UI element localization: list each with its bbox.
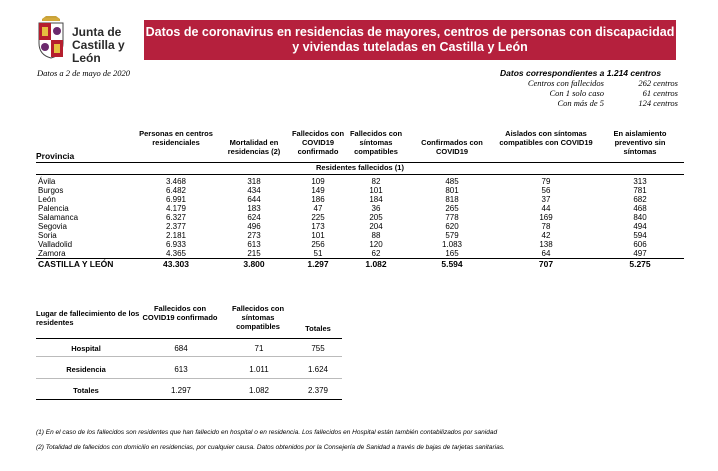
table-cell: 120 (369, 240, 383, 249)
table-cell: 204 (369, 222, 383, 231)
table-row (36, 186, 684, 195)
province-name: Zamora (38, 249, 66, 258)
junta-logo (34, 13, 134, 63)
summary-box (500, 68, 690, 108)
page-title: Datos de coronavirus en residencias de mayores, centros de personas con discapacidad y viviendas tuteladas en Castilla y León (145, 25, 675, 54)
table-cell: 43.303 (163, 259, 189, 269)
table-cell: 1.082 (365, 259, 387, 269)
table-cell: 497 (633, 249, 647, 258)
province-name: Soria (38, 231, 57, 240)
table-row (36, 231, 684, 240)
table-cell: 71 (254, 344, 264, 353)
table-cell: 6.991 (165, 195, 187, 204)
table-cell: 496 (247, 222, 261, 231)
table-cell: 781 (633, 186, 647, 195)
title-banner (144, 20, 676, 60)
table-row (36, 195, 684, 204)
column-header: Totales (305, 324, 331, 333)
province-name: Valladolid (38, 240, 73, 249)
summary-label: Centros con fallecidos (527, 78, 604, 88)
table-cell: 6.933 (165, 240, 187, 249)
column-header: Fallecidos con síntomas compatibles (349, 129, 403, 156)
table-cell: 620 (445, 222, 459, 231)
table-cell: 109 (311, 177, 325, 186)
column-header: Personas en centros residenciales (139, 129, 213, 147)
table-cell: 1.083 (441, 240, 463, 249)
table-cell: 468 (633, 204, 647, 213)
summary-label: Con más de 5 (557, 98, 604, 108)
column-header: Mortalidad en residencias (2) (227, 138, 281, 156)
table-cell: 62 (371, 249, 381, 258)
table-cell: 273 (247, 231, 261, 240)
table-row (36, 222, 684, 231)
table-row (36, 177, 684, 186)
table-cell: 79 (541, 177, 551, 186)
divider (36, 338, 342, 339)
table-cell: 1.297 (170, 386, 192, 395)
table-cell: 594 (633, 231, 647, 240)
table-cell: 56 (541, 186, 551, 195)
column-header: Fallecidos con síntomas compatibles (231, 304, 285, 331)
column-header: Confirmados con COVID19 (421, 138, 483, 156)
table-cell: 88 (371, 231, 381, 240)
column-header: Fallecidos con COVID19 confirmado (291, 129, 345, 156)
table-cell: 64 (541, 249, 551, 258)
divider (36, 356, 342, 357)
table-cell: 485 (445, 177, 459, 186)
table-cell: 434 (247, 186, 261, 195)
table-cell: 82 (371, 177, 381, 186)
table-cell: 613 (247, 240, 261, 249)
table-cell: 707 (538, 259, 554, 269)
table-cell: 613 (174, 365, 188, 374)
table-cell: 2.379 (307, 386, 329, 395)
table-cell: 1.082 (248, 386, 270, 395)
divider (36, 399, 342, 400)
place-header: Lugar de fallecimiento de los residentes (36, 309, 140, 327)
table-row (36, 204, 684, 213)
summary-value: 124 centros (638, 98, 678, 108)
summary-value: 61 centros (642, 88, 678, 98)
table-cell: 840 (633, 213, 647, 222)
table-cell: 183 (247, 204, 261, 213)
table-cell: 6.327 (165, 213, 187, 222)
footnote-2: (2) Totalidad de fallecidos con domicilio en residencias, por cualquier causa. Datos obtenidos por la Consejería de Sanidad a través de bajas de tarjetas sanitarias. (36, 444, 505, 451)
table-cell: 1.624 (307, 365, 329, 374)
table-row (36, 249, 684, 258)
summary-row (500, 78, 690, 88)
table-cell: 4.365 (165, 249, 187, 258)
table-cell: 138 (539, 240, 553, 249)
table-cell: 4.179 (165, 204, 187, 213)
column-header: En aislamiento preventivo sin síntomas (613, 129, 667, 156)
table-cell: 173 (311, 222, 325, 231)
logo-line2: Castilla y León (72, 38, 125, 65)
table-cell: 47 (313, 204, 323, 213)
table-cell: 606 (633, 240, 647, 249)
table-cell: 682 (633, 195, 647, 204)
table-cell: 6.482 (165, 186, 187, 195)
table-cell: 51 (313, 249, 323, 258)
table-cell: 215 (247, 249, 261, 258)
table-cell: 624 (247, 213, 261, 222)
table-cell: 818 (445, 195, 459, 204)
row-label: Totales (73, 386, 99, 395)
footnote-1: (1) En el caso de los fallecidos son residentes que han fallecido en hospital o en residencia. Los fallecidos en Hospital están también contabilizados por sanidad (36, 429, 498, 436)
table-cell: 313 (633, 177, 647, 186)
row-label: Hospital (71, 344, 101, 353)
summary-heading: Datos correspondientes a 1.214 centros (500, 68, 662, 78)
table-cell: 579 (445, 231, 459, 240)
table-cell: 755 (311, 344, 325, 353)
table-cell: 101 (311, 231, 325, 240)
table-cell: 149 (311, 186, 325, 195)
row-label: Residencia (66, 365, 106, 374)
table-cell: 205 (369, 213, 383, 222)
province-name: Segovia (38, 222, 67, 231)
table-cell: 37 (541, 195, 551, 204)
province-name: León (38, 195, 56, 204)
summary-value: 262 centros (638, 78, 678, 88)
table-cell: 169 (539, 213, 553, 222)
province-name: Salamanca (38, 213, 79, 222)
table-cell: 3.800 (243, 259, 265, 269)
subcaption: Residentes fallecidos (1) (316, 163, 404, 172)
table-cell: 186 (311, 195, 325, 204)
table-cell: 78 (541, 222, 551, 231)
table-cell: 225 (311, 213, 325, 222)
province-name: Ávila (38, 177, 56, 186)
table-cell: 1.011 (249, 365, 269, 374)
table-cell: 318 (247, 177, 261, 186)
table-cell: 2.181 (165, 231, 187, 240)
table-cell: 3.468 (165, 177, 187, 186)
table-cell: 778 (445, 213, 459, 222)
table-cell: 494 (633, 222, 647, 231)
table-cell: 5.275 (629, 259, 651, 269)
table-cell: 801 (445, 186, 459, 195)
table-cell: 44 (541, 204, 551, 213)
table-cell: 5.594 (441, 259, 463, 269)
table-row (36, 213, 684, 222)
logo-line1: Junta de (72, 25, 122, 39)
table-cell: 644 (247, 195, 261, 204)
date-label: Datos a 2 de mayo de 2020 (37, 68, 131, 78)
table-cell: 101 (369, 186, 383, 195)
coat-of-arms-icon (34, 15, 68, 59)
table-cell: 36 (371, 204, 381, 213)
summary-row (500, 98, 690, 108)
summary-label: Con 1 solo caso (549, 88, 604, 98)
column-header: Aislados con síntomas compatibles con COVID19 (499, 129, 593, 147)
total-row (36, 260, 684, 269)
province-name: Burgos (38, 186, 64, 195)
table-cell: 256 (311, 240, 325, 249)
summary-row (500, 88, 690, 98)
divider (36, 258, 684, 259)
divider (36, 174, 684, 175)
table-cell: 2.377 (165, 222, 187, 231)
column-header: Fallecidos con COVID19 confirmado (142, 304, 218, 322)
table-cell: 165 (445, 249, 459, 258)
table-row (36, 240, 684, 249)
province-name: CASTILLA Y LEÓN (38, 259, 114, 269)
table-cell: 42 (541, 231, 551, 240)
province-header: Provincia (36, 151, 75, 161)
divider (36, 378, 342, 379)
province-name: Palencia (38, 204, 69, 213)
table-cell: 684 (174, 344, 188, 353)
table-cell: 1.297 (307, 259, 329, 269)
table-cell: 265 (445, 204, 459, 213)
table-cell: 184 (369, 195, 383, 204)
